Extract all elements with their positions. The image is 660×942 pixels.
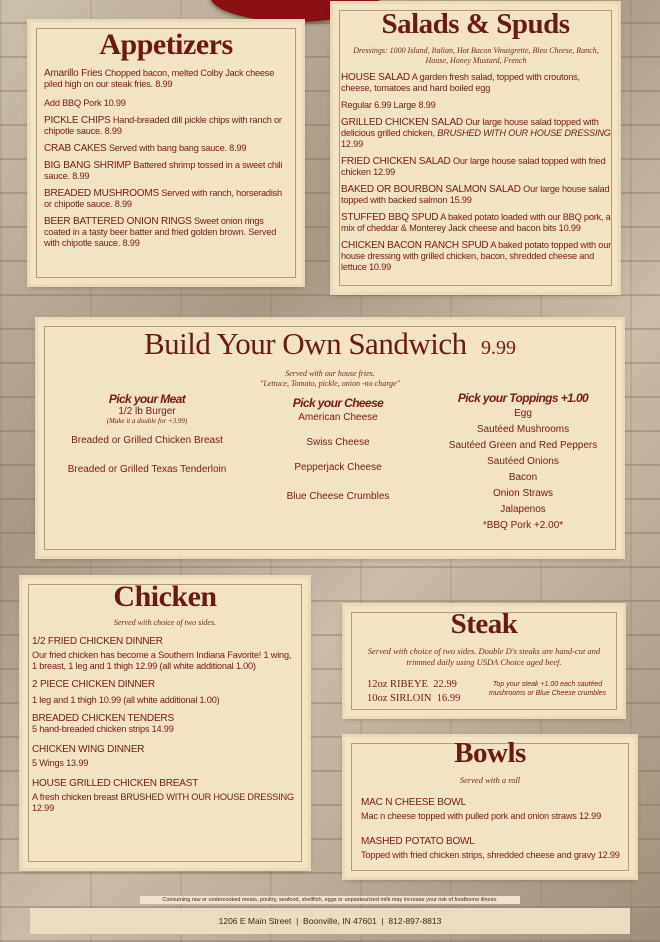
chicken-title: Chicken <box>113 580 217 613</box>
steak-topping-note: Top your steak +1.00 each sautéed mushrooms or Blue Cheese crumbles <box>488 681 607 697</box>
chicken-subtitle: Served with choice of two sides. <box>113 618 217 627</box>
cheese-option: Pepperjack Cheese <box>294 462 382 473</box>
topping-option: *BBQ Pork +2.00* <box>482 520 564 531</box>
menu-item: BREADED MUSHROOMS Served with ranch, horseradish or chipotle sauce. 8.99 <box>44 188 282 209</box>
menu-item: MASHED POTATO BOWL Topped with fried chicken strips, shredded cheese and gravy 12.99 <box>361 836 620 860</box>
cheese-option: American Cheese <box>298 412 378 423</box>
menu-item: STUFFED BBQ SPUD A baked potato loaded with our BBQ pork, a mix of cheddar & Monterey Jack cheese and bacon bits 10.99 <box>341 212 611 233</box>
sandwich-price: 9.99 <box>481 337 517 359</box>
appetizers-title: Appetizers <box>99 28 233 61</box>
menu-item: HOUSE SALAD A garden fresh salad, topped with croutons, cheese, tomatoes and hard boiled egg Regular 6.99 Large 8.99 <box>341 72 580 110</box>
menu-item: HOUSE GRILLED CHICKEN BREAST A fresh chicken breast BRUSHED WITH OUR HOUSE DRESSING 12.99 <box>32 778 294 813</box>
topping-option: Jalapenos <box>500 504 546 515</box>
appetizers-panel <box>30 22 302 284</box>
toppings-heading: Pick your Toppings +1.00 <box>457 391 589 405</box>
topping-option: Onion Straws <box>492 488 554 499</box>
menu-item: BAKED OR BOURBON SALMON SALAD Our large house salad topped with backed salmon 15.99 <box>341 184 610 205</box>
footer-address: 1206 E Main Street <box>218 916 292 926</box>
steak-item: 12oz RIBEYE 22.99 <box>367 679 457 690</box>
menu-item: GRILLED CHICKEN SALAD Our large house salad topped with delicious grilled chicken, BRUSHED WITH OUR HOUSE DRESSING 12.99 <box>341 117 611 149</box>
sandwich-note: Served with our house fries. <box>285 369 375 378</box>
topping-option: Sautéed Mushrooms <box>476 424 570 435</box>
menu-item: CHICKEN WING DINNER 5 Wings 13.99 <box>32 744 145 768</box>
cheese-heading: Pick your Cheese <box>292 396 384 410</box>
sandwich-free-toppings: "Lettuce, Tomato, pickle, onion -no charge" <box>260 379 400 388</box>
menu-item: BIG BANG SHRIMP Battered shrimp tossed in a sweet chili sauce. 8.99 <box>44 160 283 181</box>
meat-option: Breaded or Grilled Chicken Breast <box>71 435 223 446</box>
menu-item: CRAB CAKES Served with bang bang sauce. 8.99 <box>44 143 247 154</box>
menu-item: 2 PIECE CHICKEN DINNER 1 leg and 1 thigh 10.99 (all white additional 1.00) <box>32 679 220 705</box>
menu-item: 1/2 FRIED CHICKEN DINNER Our fried chicken has become a Southern Indiana Favorite! 1 wing, 1 breast, 1 leg and 1 thigh 12.99 (all white additional 1.00) <box>32 636 292 671</box>
bowls-panel <box>345 737 635 877</box>
menu-item: BREADED CHICKEN TENDERS 5 hand-breaded chicken strips 14.99 <box>32 713 174 734</box>
steak-subtitle: Served with choice of two sides. Double D's steaks are hand-cut and trimmed daily using USDA Choice aged beef. <box>367 646 601 667</box>
sandwich-title: Build Your Own Sandwich <box>143 326 467 361</box>
cheese-option: Blue Cheese Crumbles <box>286 491 390 502</box>
salads-title: Salads & Spuds <box>381 8 570 40</box>
sandwich-panel <box>38 320 622 556</box>
menu-item: Amarillo Fries Chopped bacon, melted Colby Jack cheese piled high on our steak fries. 8.99 Add BBQ Pork 10.99 <box>44 68 275 108</box>
cheese-option: Swiss Cheese <box>306 437 370 448</box>
bowls-subtitle: Served with a roll <box>459 775 521 785</box>
menu-item: FRIED CHICKEN SALAD Our large house salad topped with fried chicken 12.99 <box>341 156 606 177</box>
bowls-title: Bowls <box>454 737 526 769</box>
topping-option: Sautéed Onions <box>487 456 559 467</box>
footer: 1206 E Main Street | Boonville, IN 47601 | 812-897-8813 <box>30 908 630 934</box>
topping-option: Egg <box>514 408 532 419</box>
menu-item: MAC N CHEESE BOWL Mac n cheese topped with pulled pork and onion straws 12.99 <box>361 797 601 821</box>
meat-option: Breaded or Grilled Texas Tenderloin <box>67 464 227 475</box>
menu-item: CHICKEN BACON RANCH SPUD A baked potato topped with our house dressing with grilled chicken, bacon, shredded cheese and lettuce 10.99 <box>341 240 611 272</box>
footer-phone: 812-897-8813 <box>388 916 442 926</box>
menu-item: BEER BATTERED ONION RINGS Sweet onion rings coated in a tasty beer batter and fried golden brown. Served with chipotle sauce. 8.99 <box>44 216 277 248</box>
steak-title: Steak <box>450 608 518 640</box>
meat-heading: Pick your Meat <box>108 392 186 406</box>
steak-panel <box>345 606 623 716</box>
steak-item: 10oz SIRLOIN 16.99 <box>367 693 461 704</box>
topping-option: Bacon <box>508 472 538 483</box>
salads-panel <box>333 4 618 292</box>
chicken-panel <box>22 578 308 868</box>
food-safety-disclaimer: Consuming raw or undercooked meats, poultry, seafood, shellfish, eggs or unpasteurized milk may increase your risk of foodborne illness. <box>140 896 520 904</box>
burger-option: 1/2 lb Burger <box>118 406 176 417</box>
menu-item: PICKLE CHIPS Hand-breaded dill pickle chips with ranch or chipotle sauce. 8.99 <box>44 115 282 136</box>
dressings-note: Dressings: 1000 Island, Italian, Hot Bacon Vinaigrette, Bleu Cheese, Ranch, House, Honey Mustard, French <box>353 46 599 65</box>
footer-city: Boonville, IN 47601 <box>303 916 377 926</box>
burger-note: (Make it a double for +3.99) <box>106 417 188 425</box>
topping-option: Sautéed Green and Red Peppers <box>448 440 598 451</box>
